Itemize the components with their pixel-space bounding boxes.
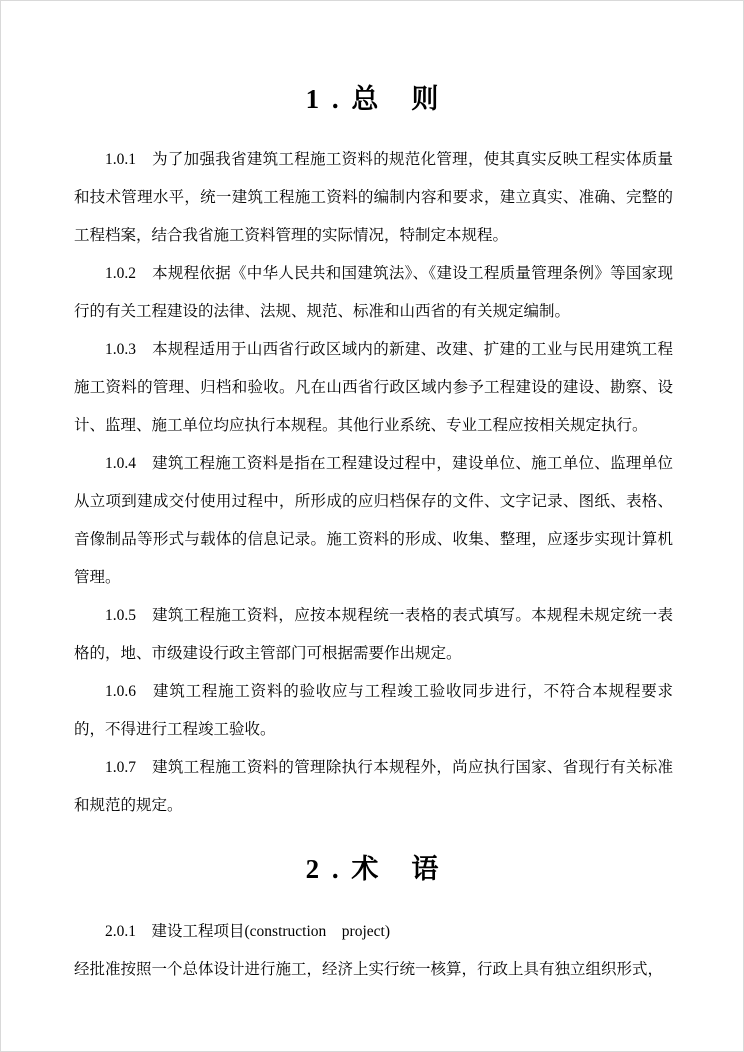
section-1-heading: 1 . 总 则 xyxy=(305,84,442,114)
term-2-0-1-title: 2.0.1 建设工程项目(construction project) xyxy=(105,923,390,940)
clause-1-0-6: 1.0.6 建筑工程施工资料的验收应与工程竣工验收同步进行，不符合本规程要求的，不得进行工程竣工验收。 xyxy=(74,683,673,738)
clause-1-0-2: 1.0.2 本规程依据《中华人民共和国建筑法》、《建设工程质量管理条例》等国家现行的有关工程建设的法律、法规、规范、标准和山西省的有关规定编制。 xyxy=(74,265,673,320)
clause-1-0-5: 1.0.5 建筑工程施工资料，应按本规程统一表格的表式填写。本规程未规定统一表格的，地、市级建设行政主管部门可根据需要作出规定。 xyxy=(74,607,673,662)
clause-1-0-4: 1.0.4 建筑工程施工资料是指在工程建设过程中，建设单位、施工单位、监理单位从立项到建成交付使用过程中，所形成的应归档保存的文件、文字记录、图纸、表格、音像制品等形式与载体的信息记录。施工资料的形成、收集、整理，应逐步实现计算机管理。 xyxy=(74,455,673,586)
clause-1-0-7: 1.0.7 建筑工程施工资料的管理除执行本规程外，尚应执行国家、省现行有关标准和规范的规定。 xyxy=(74,759,673,814)
section-2-heading: 2 . 术 语 xyxy=(305,854,442,884)
clause-1-0-1: 1.0.1 为了加强我省建筑工程施工资料的规范化管理，使其真实反映工程实体质量和技术管理水平，统一建筑工程施工资料的编制内容和要求，建立真实、准确、完整的工程档案，结合我省施工资料管理的实际情况，特制定本规程。 xyxy=(74,151,673,244)
term-2-0-1-definition: 经批准按照一个总体设计进行施工，经济上实行统一核算，行政上具有独立组织形式， xyxy=(74,961,664,978)
clause-1-0-3: 1.0.3 本规程适用于山西省行政区域内的新建、改建、扩建的工业与民用建筑工程施工资料的管理、归档和验收。凡在山西省行政区域内参予工程建设的建设、勘察、设计、监理、施工单位均应执行本规程。其他行业系统、专业工程应按相关规定执行。 xyxy=(74,341,673,434)
